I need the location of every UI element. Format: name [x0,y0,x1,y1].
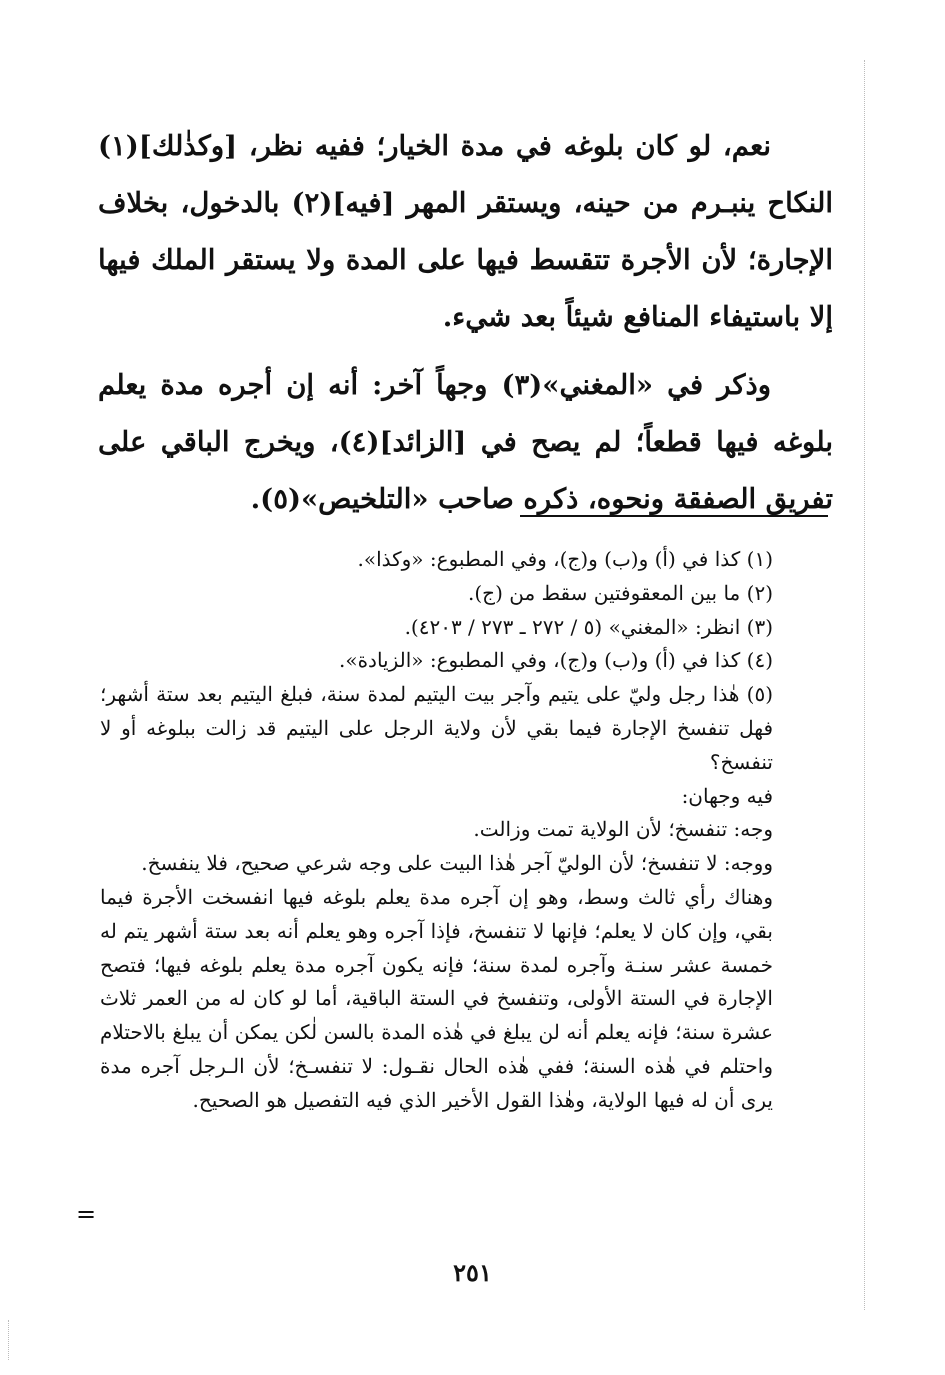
main-text [98,118,833,528]
paragraph-2: وذكر في «المغني»(٣) وجهاً آخر: أنه إن أجره مدة يعلم بلوغه فيها قطعاً؛ لم يصح في [الزائد](٤)، ويخرج الباقي على تفريق الصفقة ونحوه، ذكره صاحب «التلخيص»(٥). [98,369,833,515]
paragraph-1: نعم، لو كان بلوغه في مدة الخيار؛ ففيه نظر، [وكذٰلك](١) النكاح ينبـرم من حينه، ويستقر المهر [فيه](٢) بالدخول، بخلاف الإجارة؛ لأن الأجرة تتقسط فيها على المدة ولا يستقر الملك فيها إلا باستيفاء المنافع شيئاً بعد شيء. [98,130,834,333]
footnote-5-view-two: ووجه: لا تنفسخ؛ لأن الوليّ آجر هٰذا البيت على وجه شرعي صحيح، فلا ينفسخ. [141,851,773,876]
footnote-1: (١) كذا في (أ) و(ب) و(ج)، وفي المطبوع: «وكذا». [357,547,773,571]
footnote-3: (٣) انظر: «المغني» (٥ / ٢٧٢ ـ ٢٧٣ / ٤٢٠٣). [404,614,773,639]
scan-gutter-dots [864,60,865,1310]
footnote-5-intro: (٥) هٰذا رجل وليّ على يتيم وآجر بيت اليتيم لمدة سنة، فبلغ اليتيم بعد ستة أشهر؛ فهل تنفسخ الإجارة فيما بقي لأن ولاية الرجل على اليتيم قد زالت ببلوغه أو لا تنفسخ؟ [100,682,773,774]
page-number: ٢٥١ [453,1258,492,1287]
footnote-2: (٢) ما بين المعقوفتين سقط من (ج). [468,580,773,605]
footnotes [100,543,835,1118]
footnote-separator [520,515,828,517]
footnote-5-third-view: وهناك رأي ثالث وسط، وهو إن آجره مدة يعلم بلوغه فيها انفسخت الأجرة فيما بقي، وإن كان لا يعلم؛ فإنها لا تنفسخ، فإذا آجره وهو يعلم أنه بعد ستة أشهر يتم له خمسة عشر سنـة وآجره لمدة سنة؛ فإنه يكون آجره مدة يعلم بلوغه فيها؛ فتصح الإجارة في الستة الأولى، وتنفسخ في الستة الباقية، أما لو كان له من العمر ثلاث عشرة سنة؛ فإنه يعلم أنه لن يبلغ في هٰذه المدة بالسن لٰكن يمكن أن يبلغ بالاحتلام واحتلم في هٰذه السنة؛ ففي هٰذه الحال نقـول: لا تنفسـخ؛ لأن الـرجل آجره مدة يرى أن له فيها الولاية، وهٰذا القول الأخير الذي فيه التفصيل هو الصحيح. [100,884,774,1112]
footnote-4: (٤) كذا في (أ) و(ب) و(ج)، وفي المطبوع: «الزيادة». [338,648,773,673]
footnote-5-two-views: فيه وجهان: [681,783,773,808]
footnote-5-view-one: وجه: تنفسخ؛ لأن الولاية تمت وزالت. [473,817,773,842]
continuation-mark: = [76,1200,97,1228]
scan-corner-dots [8,1320,11,1360]
